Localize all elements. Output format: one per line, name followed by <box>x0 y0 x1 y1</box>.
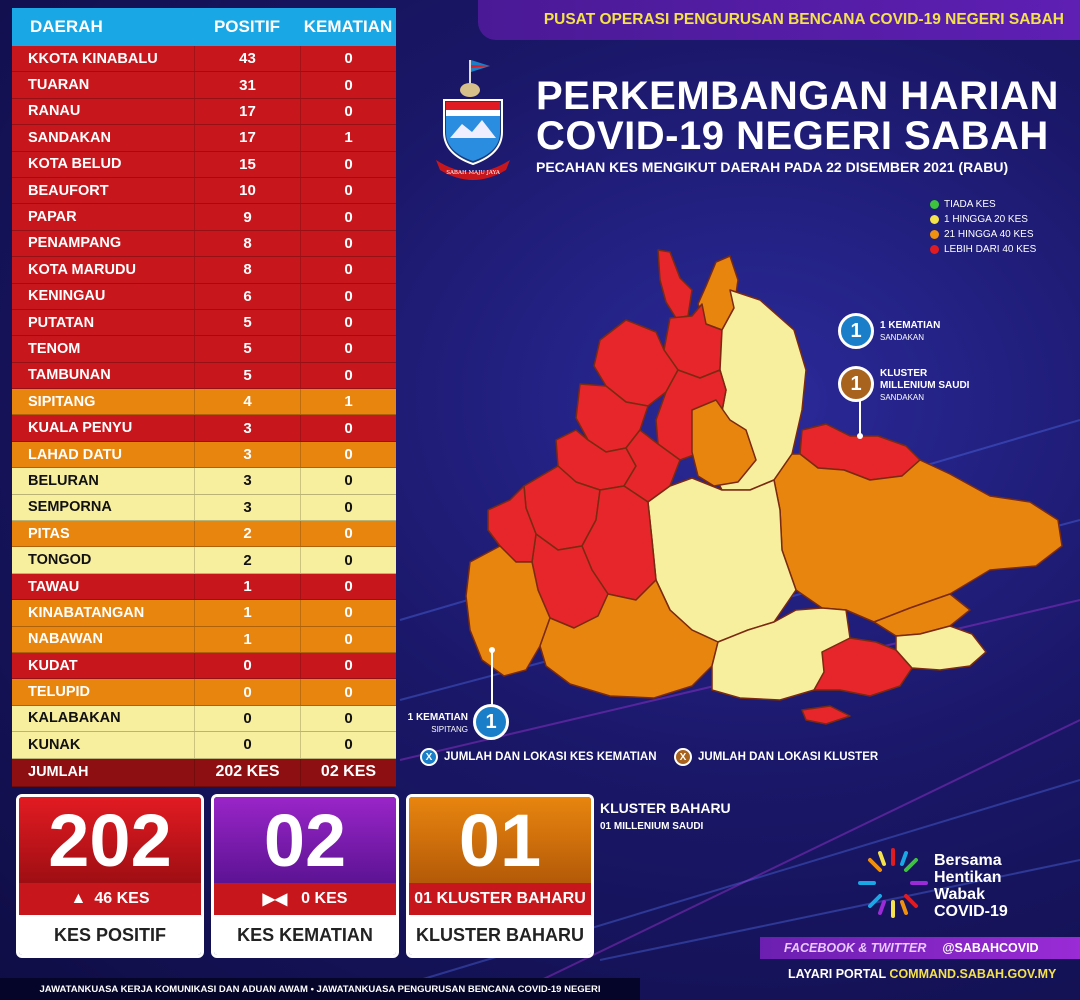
cell-district: LAHAD DATU <box>28 446 122 463</box>
card-clusters <box>406 794 594 958</box>
cell-deaths: 0 <box>300 46 396 71</box>
map-island <box>802 706 850 724</box>
death-marker-sandakan: 1 <box>838 313 874 349</box>
table-row <box>12 284 396 310</box>
cell-district: KINABATANGAN <box>28 604 145 621</box>
social-handle[interactable]: @SABAHCOVID <box>942 941 1039 955</box>
cell-district: TAMBUNAN <box>28 367 111 384</box>
cell-positive: 5 <box>194 310 300 335</box>
table-body <box>12 46 396 759</box>
cell-deaths: 0 <box>300 257 396 282</box>
card-positive-change: ▲ 46 KES <box>19 883 201 915</box>
cell-positive: 3 <box>194 415 300 440</box>
cell-positive: 1 <box>194 627 300 652</box>
cell-district: PAPAR <box>28 209 77 226</box>
table-row <box>12 389 396 415</box>
sabah-map <box>430 190 1070 750</box>
cell-deaths: 0 <box>300 732 396 757</box>
cell-deaths: 0 <box>300 204 396 229</box>
cell-district: BELURAN <box>28 472 99 489</box>
cell-positive: 4 <box>194 389 300 414</box>
header-deaths: KEMATIAN <box>303 17 393 36</box>
cell-positive: 0 <box>194 732 300 757</box>
cell-deaths: 0 <box>300 521 396 546</box>
table-row <box>12 204 396 230</box>
table-row <box>12 178 396 204</box>
card-positive-total: 202 <box>19 797 201 883</box>
cell-positive: 0 <box>194 706 300 731</box>
death-label-sipitang: 1 KEMATIAN SIPITANG <box>407 712 468 734</box>
total-positive: 202 KES <box>194 759 300 786</box>
card-clusters-total: 01 <box>409 797 591 883</box>
cell-positive: 5 <box>194 363 300 388</box>
card-clusters-label: KLUSTER BAHARU <box>409 915 591 955</box>
cell-deaths: 0 <box>300 706 396 731</box>
cell-positive: 1 <box>194 600 300 625</box>
table-row <box>12 600 396 626</box>
total-label: JUMLAH <box>28 764 89 781</box>
card-deaths-total: 02 <box>214 797 396 883</box>
key-deaths-icon: X <box>420 748 438 766</box>
cell-positive: 15 <box>194 152 300 177</box>
cell-district: KENINGAU <box>28 288 106 305</box>
cell-deaths: 1 <box>300 125 396 150</box>
cell-district: SANDAKAN <box>28 129 111 146</box>
cell-positive: 3 <box>194 442 300 467</box>
cell-district: TONGOD <box>28 552 92 569</box>
table-row <box>12 547 396 573</box>
table-row <box>12 468 396 494</box>
cell-district: PENAMPANG <box>28 235 122 252</box>
key-clusters-label: JUMLAH DAN LOKASI KLUSTER <box>698 751 879 763</box>
table-row <box>12 152 396 178</box>
cell-deaths: 0 <box>300 284 396 309</box>
page-subtitle: PECAHAN KES MENGIKUT DAERAH PADA 22 DISEMBER 2021 (RABU) <box>536 159 1009 175</box>
cell-positive: 17 <box>194 99 300 124</box>
card-deaths-change: ▶◀ 0 KES <box>214 883 396 915</box>
table-row <box>12 732 396 758</box>
card-positive-label: KES POSITIF <box>19 915 201 955</box>
header-banner <box>478 0 1080 40</box>
legend-label: 1 HINGGA 20 KES <box>944 214 1028 225</box>
key-deaths-label: JUMLAH DAN LOKASI KES KEMATIAN <box>444 751 657 763</box>
banner-text: PUSAT OPERASI PENGURUSAN BENCANA COVID-19 NEGERI SABAH <box>543 11 1064 28</box>
table-row <box>12 442 396 468</box>
death-label-sandakan: 1 KEMATIAN SANDAKAN <box>880 320 941 342</box>
table-row <box>12 627 396 653</box>
cell-deaths: 0 <box>300 310 396 335</box>
cell-positive: 8 <box>194 257 300 282</box>
cell-positive: 1 <box>194 574 300 599</box>
cell-positive: 2 <box>194 547 300 572</box>
page-title-line1: PERKEMBANGAN HARIAN <box>536 74 1059 118</box>
table-row <box>12 72 396 98</box>
table-row <box>12 363 396 389</box>
footer-text: JAWATANKUASA KERJA KOMUNIKASI DAN ADUAN AWAM • JAWATANKUASA PENGURUSAN BENCANA COVID-19 NEGERI <box>0 978 640 1000</box>
legend-label: TIADA KES <box>944 199 996 210</box>
new-cluster-item: 01 MILLENIUM SAUDI <box>600 821 704 832</box>
district-table <box>12 8 396 787</box>
table-header <box>12 8 396 46</box>
table-total-row <box>12 759 396 787</box>
cell-district: KALABAKAN <box>28 710 121 727</box>
cell-deaths: 0 <box>300 72 396 97</box>
header-district: DAERAH <box>30 17 103 36</box>
cell-district: TAWAU <box>28 578 80 595</box>
cluster-marker-sandakan: 1 <box>838 366 874 402</box>
cell-district: KOTA MARUDU <box>28 261 136 278</box>
cell-positive: 0 <box>194 653 300 678</box>
triangle-up-icon: ▲ <box>70 890 87 907</box>
cell-deaths: 1 <box>300 389 396 414</box>
table-row <box>12 125 396 151</box>
table-row <box>12 706 396 732</box>
key-deaths <box>420 748 657 766</box>
card-deaths-label: KES KEMATIAN <box>214 915 396 955</box>
table-row <box>12 521 396 547</box>
social-platforms: FACEBOOK & TWITTER <box>784 941 927 955</box>
campaign-burst-icon <box>856 846 930 920</box>
cell-district: KUDAT <box>28 657 78 674</box>
bowtie-icon: ▶◀ <box>262 891 288 908</box>
cell-district: RANAU <box>28 103 81 120</box>
cell-deaths: 0 <box>300 653 396 678</box>
cell-positive: 3 <box>194 468 300 493</box>
cell-deaths: 0 <box>300 415 396 440</box>
legend-label: LEBIH DARI 40 KES <box>944 244 1037 255</box>
cell-district: TELUPID <box>28 684 91 701</box>
cell-district: SIPITANG <box>28 393 96 410</box>
cell-deaths: 0 <box>300 600 396 625</box>
key-clusters <box>674 748 878 766</box>
portal-link[interactable]: COMMAND.SABAH.GOV.MY <box>889 967 1057 981</box>
page-title-line2: COVID-19 NEGERI SABAH <box>536 114 1049 158</box>
sabah-crest-icon <box>432 56 514 186</box>
cell-district: KUALA PENYU <box>28 420 133 437</box>
cell-positive: 31 <box>194 72 300 97</box>
new-cluster-title: KLUSTER BAHARU <box>600 800 731 816</box>
social-bar <box>760 937 1080 959</box>
cell-district: BEAUFORT <box>28 182 109 199</box>
cell-district: PITAS <box>28 525 70 542</box>
cell-deaths: 0 <box>300 152 396 177</box>
cell-district: SEMPORNA <box>28 499 112 516</box>
table-row <box>12 495 396 521</box>
cell-deaths: 0 <box>300 99 396 124</box>
cell-deaths: 0 <box>300 336 396 361</box>
total-deaths: 02 KES <box>300 759 396 786</box>
cell-deaths: 0 <box>300 547 396 572</box>
legend-label: 21 HINGGA 40 KES <box>944 229 1034 240</box>
table-row <box>12 310 396 336</box>
table-row <box>12 99 396 125</box>
cell-deaths: 0 <box>300 178 396 203</box>
key-clusters-icon: X <box>674 748 692 766</box>
table-row <box>12 653 396 679</box>
cell-positive: 2 <box>194 521 300 546</box>
table-row <box>12 336 396 362</box>
cell-positive: 6 <box>194 284 300 309</box>
card-clusters-change: 01 KLUSTER BAHARU <box>409 883 591 915</box>
cell-district: TUARAN <box>28 77 90 94</box>
card-positive <box>16 794 204 958</box>
cell-positive: 17 <box>194 125 300 150</box>
cell-district: KUNAK <box>28 736 81 753</box>
new-cluster-note <box>600 800 731 832</box>
cell-positive: 3 <box>194 495 300 520</box>
cell-positive: 0 <box>194 679 300 704</box>
cell-district: KOTA BELUD <box>28 156 122 173</box>
table-row <box>12 231 396 257</box>
cell-deaths: 0 <box>300 679 396 704</box>
cell-deaths: 0 <box>300 231 396 256</box>
card-deaths <box>211 794 399 958</box>
cell-positive: 10 <box>194 178 300 203</box>
cell-deaths: 0 <box>300 627 396 652</box>
cell-positive: 9 <box>194 204 300 229</box>
table-row <box>12 574 396 600</box>
cell-district: PUTATAN <box>28 314 95 331</box>
death-marker-sipitang: 1 <box>473 704 509 740</box>
cluster-label-sandakan: KLUSTER MILLENIUM SAUDI SANDAKAN <box>880 368 970 402</box>
map-district-kinabatangan <box>774 454 1062 622</box>
cell-positive: 8 <box>194 231 300 256</box>
cell-deaths: 0 <box>300 495 396 520</box>
campaign-slogan: Bersama Hentikan Wabak COVID-19 <box>934 852 1008 920</box>
table-row <box>12 46 396 72</box>
cell-district: NABAWAN <box>28 631 103 648</box>
table-row <box>12 257 396 283</box>
cell-deaths: 0 <box>300 442 396 467</box>
cell-deaths: 0 <box>300 363 396 388</box>
table-row <box>12 679 396 705</box>
header-positive: POSITIF <box>213 17 281 36</box>
cell-positive: 5 <box>194 336 300 361</box>
cell-district: KKOTA KINABALU <box>28 50 158 67</box>
table-row <box>12 415 396 441</box>
map-district-kudat <box>658 250 692 318</box>
portal-line: LAYARI PORTAL COMMAND.SABAH.GOV.MY <box>788 967 1057 981</box>
cell-deaths: 0 <box>300 468 396 493</box>
cell-positive: 43 <box>194 46 300 71</box>
cell-deaths: 0 <box>300 574 396 599</box>
cell-district: TENOM <box>28 340 81 357</box>
crest-motto: SABAH MAJU JAYA <box>446 170 500 176</box>
